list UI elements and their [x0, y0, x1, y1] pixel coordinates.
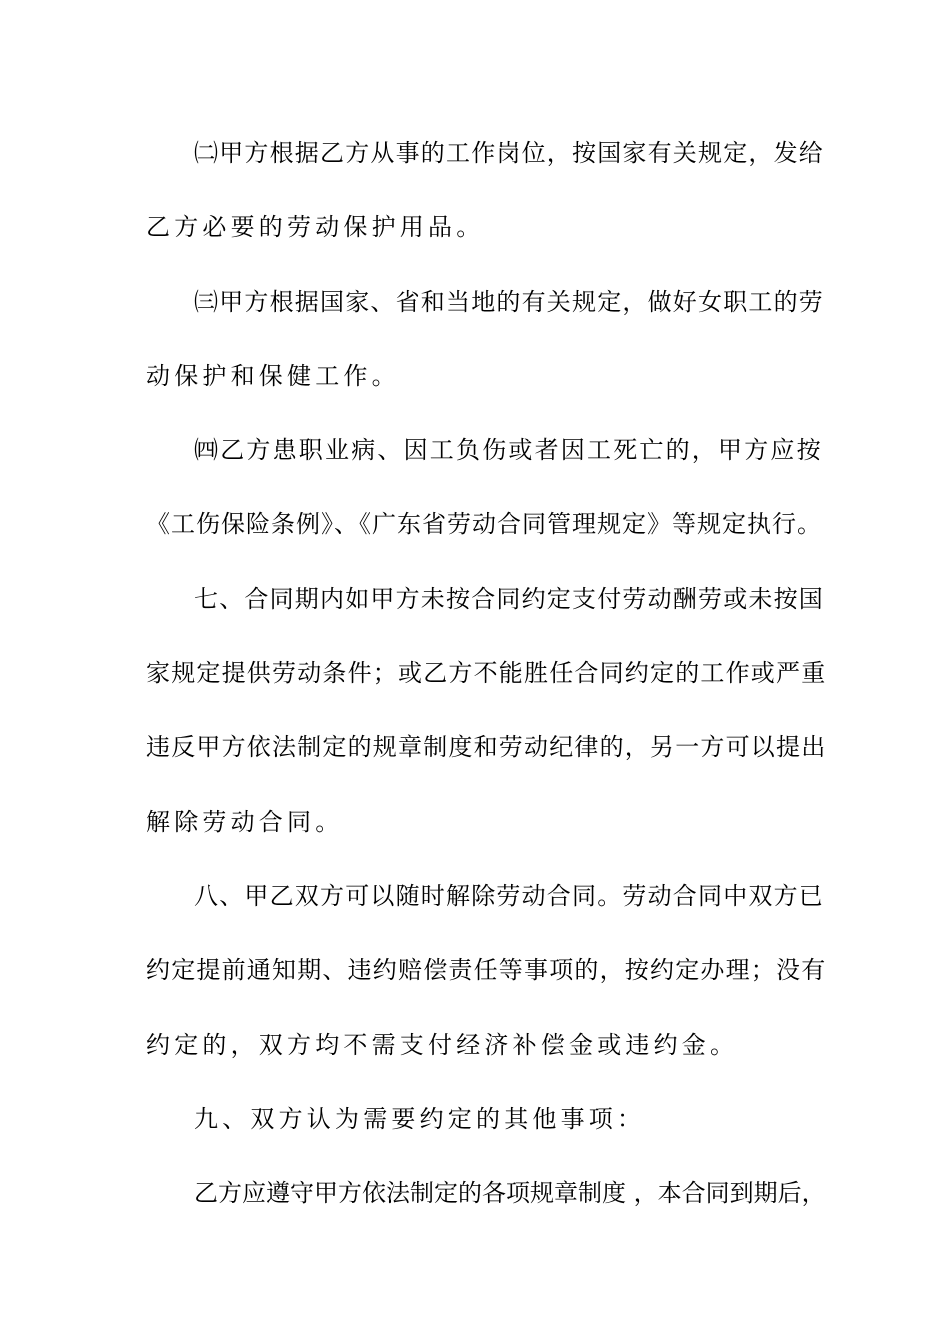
text-line: 家规定提供劳动条件；或乙方不能胜任合同约定的工作或严重 — [146, 659, 827, 687]
text-line: ㈣乙方患职业病、因工负伤或者因工死亡的，甲方应按 — [194, 436, 823, 464]
text-line: ㈢甲方根据国家、省和当地的有关规定，做好女职工的劳 — [194, 288, 824, 316]
text-line: 解除劳动合同。 — [146, 808, 344, 836]
text-line: 约定的，双方均不需支付经济补偿金或违约金。 — [146, 1031, 739, 1059]
text-line: 动保护和保健工作。 — [146, 362, 400, 390]
text-line: 七、合同期内如甲方未按合同约定支付劳动酬劳或未按国 — [194, 585, 824, 613]
text-line: 乙方应遵守甲方依法制定的各项规章制度 ，本合同到期后， — [194, 1179, 826, 1207]
text-line: ㈡甲方根据乙方从事的工作岗位，按国家有关规定，发给 — [194, 139, 824, 167]
text-line: 八、甲乙双方可以随时解除劳动合同。劳动合同中双方已 — [194, 882, 824, 910]
text-line: 违反甲方依法制定的规章制度和劳动纪律的，另一方可以提出 — [146, 733, 827, 761]
text-line: 乙方必要的劳动保护用品。 — [146, 213, 485, 241]
text-line: 《工伤保险条例》、《广东省劳动合同管理规定》等规定执行。 — [146, 510, 822, 538]
text-line: 九、双方认为需要约定的其他事项： — [194, 1105, 646, 1133]
text-line: 约定提前通知期、违约赔偿责任等事项的，按约定办理；没有 — [146, 956, 827, 984]
